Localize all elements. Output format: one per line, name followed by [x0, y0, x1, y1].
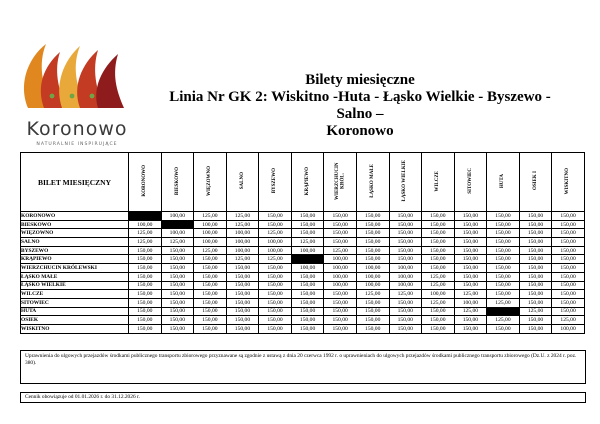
column-header-label: SITOWIEC [467, 168, 473, 194]
price-cell: 150,00 [454, 264, 487, 273]
price-cell: 150,00 [161, 272, 194, 281]
price-cell: 150,00 [259, 281, 292, 290]
price-cell: 100,00 [161, 212, 194, 221]
price-cell: 150,00 [161, 316, 194, 325]
price-cell: 150,00 [259, 264, 292, 273]
price-cell: 100,00 [226, 238, 259, 247]
price-cell: 125,00 [226, 255, 259, 264]
price-cell: 150,00 [487, 212, 520, 221]
price-cell: 150,00 [226, 324, 259, 333]
price-cell: 125,00 [324, 246, 357, 255]
title-line-3: Koronowo [326, 123, 394, 139]
price-cell: 150,00 [356, 246, 389, 255]
price-cell: 125,00 [259, 229, 292, 238]
price-cell: 150,00 [161, 281, 194, 290]
price-cell: 150,00 [324, 307, 357, 316]
price-cell: 150,00 [291, 281, 324, 290]
price-cell: 100,00 [324, 264, 357, 273]
price-cell: 150,00 [356, 212, 389, 221]
price-cell: 150,00 [487, 324, 520, 333]
row-label: HUTA [21, 307, 129, 316]
same-stop-cell [161, 220, 194, 229]
legal-note: Uprawnienia do ulgowych przejazdów środkami publicznego transportu zbiorowego przyznawane są zgodnie z ustawą z dnia 20 czerwca 1992 r. o uprawnieniach do ulgowych przejazdów środkami publicznego transportu zbiorowego (Dz.U. z 2024 r. poz. 380). [20, 350, 586, 384]
price-cell: 150,00 [259, 324, 292, 333]
price-cell: 150,00 [454, 229, 487, 238]
price-cell: 150,00 [194, 307, 227, 316]
row-label: SITOWIEC [21, 298, 129, 307]
price-cell: 150,00 [519, 316, 552, 325]
price-cell: 150,00 [519, 281, 552, 290]
price-cell: 150,00 [454, 212, 487, 221]
price-cell: 150,00 [487, 238, 520, 247]
price-cell: 150,00 [356, 324, 389, 333]
row-label: WILCZE [21, 290, 129, 299]
row-label: KORONOWO [21, 212, 129, 221]
price-cell: 100,00 [356, 272, 389, 281]
price-cell: 150,00 [324, 220, 357, 229]
price-cell: 150,00 [291, 220, 324, 229]
price-cell: 150,00 [454, 220, 487, 229]
price-cell: 100,00 [454, 298, 487, 307]
price-cell: 150,00 [259, 290, 292, 299]
row-label: WIĘZOWNO [21, 229, 129, 238]
price-cell: 100,00 [259, 238, 292, 247]
price-cell: 150,00 [259, 316, 292, 325]
price-cell: 150,00 [552, 272, 585, 281]
price-cell: 100,00 [194, 220, 227, 229]
price-cell: 150,00 [226, 307, 259, 316]
price-cell: 150,00 [487, 264, 520, 273]
price-cell: 150,00 [291, 290, 324, 299]
price-cell: 100,00 [226, 246, 259, 255]
price-cell: 150,00 [552, 255, 585, 264]
table-corner-label: BILET MIESIĘCZNY [21, 153, 129, 212]
price-cell: 150,00 [161, 264, 194, 273]
title-line-2: Linia Nr GK 2: Wiskitno -Huta - Łąsko Wielkie - Byszewo - Salno – [169, 89, 551, 122]
price-cell: 150,00 [194, 290, 227, 299]
price-cell: 150,00 [291, 229, 324, 238]
price-cell: 100,00 [194, 229, 227, 238]
table-row [21, 264, 585, 273]
price-cell: 100,00 [356, 281, 389, 290]
price-cell: 150,00 [519, 272, 552, 281]
price-cell: 150,00 [161, 255, 194, 264]
price-cell: 150,00 [454, 238, 487, 247]
price-cell: 100,00 [226, 229, 259, 238]
logo-flame-icon [14, 38, 140, 116]
price-cell: 125,00 [454, 307, 487, 316]
row-label: BYSZEWO [21, 246, 129, 255]
table-row [21, 238, 585, 247]
price-cell: 125,00 [129, 229, 162, 238]
price-cell: 150,00 [259, 298, 292, 307]
price-cell: 150,00 [356, 229, 389, 238]
column-header [161, 153, 194, 212]
price-cell: 125,00 [552, 316, 585, 325]
price-cell: 150,00 [129, 290, 162, 299]
price-cell: 150,00 [194, 298, 227, 307]
price-cell: 100,00 [194, 238, 227, 247]
column-header-label: WISKITNO [565, 167, 571, 195]
price-cell: 150,00 [389, 220, 422, 229]
table-row [21, 220, 585, 229]
price-cell: 150,00 [487, 281, 520, 290]
price-cell: 150,00 [291, 307, 324, 316]
price-cell: 125,00 [161, 238, 194, 247]
price-cell: 150,00 [552, 212, 585, 221]
price-cell: 125,00 [422, 281, 455, 290]
price-cell: 150,00 [487, 229, 520, 238]
column-header-label: WIERZCHUCIN KRÓL. [334, 162, 346, 200]
table-row [21, 255, 585, 264]
table-row [21, 316, 585, 325]
price-cell: 150,00 [259, 272, 292, 281]
price-cell: 150,00 [519, 212, 552, 221]
price-cell: 150,00 [552, 281, 585, 290]
price-cell: 150,00 [389, 255, 422, 264]
table-row [21, 272, 585, 281]
price-cell: 150,00 [389, 246, 422, 255]
price-cell: 150,00 [356, 238, 389, 247]
price-cell: 125,00 [454, 290, 487, 299]
column-header-label: WILCZE [435, 170, 441, 192]
price-cell: 150,00 [194, 264, 227, 273]
column-header-label: KRĄPIEWO [304, 166, 310, 196]
same-stop-cell [129, 212, 162, 221]
price-cell: 150,00 [291, 298, 324, 307]
price-cell: 150,00 [129, 272, 162, 281]
price-cell: 150,00 [519, 229, 552, 238]
price-cell: 150,00 [487, 290, 520, 299]
price-cell: 150,00 [422, 246, 455, 255]
price-cell: 150,00 [389, 324, 422, 333]
table-row [21, 307, 585, 316]
price-cell: 150,00 [487, 255, 520, 264]
price-cell: 150,00 [324, 290, 357, 299]
price-cell: 100,00 [422, 290, 455, 299]
column-header-label: BIESKOWO [174, 166, 180, 196]
price-cell: 150,00 [389, 298, 422, 307]
price-cell: 100,00 [356, 264, 389, 273]
column-header [356, 153, 389, 212]
column-header [129, 153, 162, 212]
price-cell: 150,00 [519, 255, 552, 264]
price-cell: 150,00 [324, 324, 357, 333]
price-cell: 150,00 [519, 290, 552, 299]
price-cell: 150,00 [552, 290, 585, 299]
price-cell: 150,00 [552, 220, 585, 229]
row-label: BIESKOWO [21, 220, 129, 229]
price-cell: 150,00 [552, 229, 585, 238]
column-header [324, 153, 357, 212]
price-cell: 150,00 [519, 246, 552, 255]
price-cell: 150,00 [324, 238, 357, 247]
validity-note: Cennik obowiązuje od 01.01.2026 r. do 31.12.2026 r. [20, 392, 586, 403]
price-cell: 125,00 [487, 316, 520, 325]
column-header [389, 153, 422, 212]
price-cell: 150,00 [226, 298, 259, 307]
price-cell: 100,00 [161, 229, 194, 238]
price-cell: 150,00 [356, 307, 389, 316]
price-cell: 150,00 [226, 264, 259, 273]
column-header [194, 153, 227, 212]
price-cell: 150,00 [161, 298, 194, 307]
price-cell: 150,00 [161, 246, 194, 255]
price-cell: 150,00 [487, 220, 520, 229]
price-cell: 150,00 [487, 272, 520, 281]
price-cell: 150,00 [389, 316, 422, 325]
price-cell: 150,00 [519, 324, 552, 333]
price-cell: 125,00 [487, 298, 520, 307]
price-cell: 150,00 [519, 298, 552, 307]
price-cell: 150,00 [389, 238, 422, 247]
price-cell: 150,00 [324, 298, 357, 307]
price-cell: 150,00 [552, 238, 585, 247]
price-cell: 150,00 [552, 307, 585, 316]
price-cell: 150,00 [129, 316, 162, 325]
row-label: WISKITNO [21, 324, 129, 333]
table-row [21, 290, 585, 299]
table-row [21, 229, 585, 238]
row-label: KRĄPIEWO [21, 255, 129, 264]
price-cell: 150,00 [291, 272, 324, 281]
price-cell: 150,00 [291, 316, 324, 325]
column-header [259, 153, 292, 212]
price-cell: 150,00 [161, 290, 194, 299]
row-label: SALNO [21, 238, 129, 247]
price-cell: 150,00 [194, 255, 227, 264]
row-label: WIERZCHUCIN KRÓLEWSKI [21, 264, 129, 273]
price-cell: 150,00 [129, 264, 162, 273]
column-header [226, 153, 259, 212]
price-cell: 150,00 [454, 246, 487, 255]
koronowo-logo [14, 38, 140, 148]
price-cell: 100,00 [324, 255, 357, 264]
price-cell: 125,00 [422, 272, 455, 281]
price-cell: 150,00 [519, 264, 552, 273]
table-row [21, 246, 585, 255]
price-cell: 150,00 [324, 212, 357, 221]
column-header [291, 153, 324, 212]
column-header [422, 153, 455, 212]
price-cell: 150,00 [519, 220, 552, 229]
price-cell: 150,00 [194, 272, 227, 281]
column-header-label: SALNO [239, 172, 245, 190]
price-cell: 150,00 [487, 246, 520, 255]
column-header-label: HUTA [500, 173, 506, 189]
price-cell: 150,00 [422, 220, 455, 229]
logo-tagline: NATURALNIE INSPIRUJĄCE [36, 142, 118, 147]
price-cell: 150,00 [324, 229, 357, 238]
price-cell: 150,00 [291, 212, 324, 221]
price-cell: 150,00 [356, 298, 389, 307]
price-cell: 100,00 [291, 264, 324, 273]
price-cell: 150,00 [226, 281, 259, 290]
price-cell: 150,00 [226, 290, 259, 299]
price-cell: 150,00 [194, 316, 227, 325]
price-cell: 150,00 [422, 264, 455, 273]
price-cell: 100,00 [129, 220, 162, 229]
column-header [454, 153, 487, 212]
price-cell: 150,00 [422, 324, 455, 333]
price-cell: 150,00 [389, 229, 422, 238]
same-stop-cell [291, 255, 324, 264]
table-row [21, 281, 585, 290]
price-cell: 150,00 [356, 255, 389, 264]
price-cell: 150,00 [356, 316, 389, 325]
column-header-label: OSIEK I [532, 171, 538, 191]
price-cell: 150,00 [226, 316, 259, 325]
price-cell: 125,00 [226, 212, 259, 221]
price-cell: 150,00 [454, 255, 487, 264]
row-label: ŁĄSKO WIELKIE [21, 281, 129, 290]
price-cell: 125,00 [291, 238, 324, 247]
column-header [487, 153, 520, 212]
column-header-label: BYSZEWO [272, 168, 278, 194]
price-cell: 150,00 [259, 220, 292, 229]
price-cell: 150,00 [389, 307, 422, 316]
price-cell: 150,00 [161, 324, 194, 333]
price-cell: 125,00 [194, 246, 227, 255]
price-cell: 150,00 [552, 246, 585, 255]
row-label: ŁĄSKO MAŁE [21, 272, 129, 281]
price-cell: 150,00 [552, 298, 585, 307]
price-cell: 150,00 [454, 281, 487, 290]
price-cell: 150,00 [194, 324, 227, 333]
price-cell: 150,00 [519, 238, 552, 247]
price-cell: 100,00 [552, 324, 585, 333]
price-cell: 150,00 [129, 246, 162, 255]
price-cell: 100,00 [389, 281, 422, 290]
table-row [21, 298, 585, 307]
table-row [21, 212, 585, 221]
price-cell: 150,00 [194, 281, 227, 290]
price-cell: 150,00 [129, 324, 162, 333]
price-cell: 150,00 [356, 220, 389, 229]
price-cell: 100,00 [389, 264, 422, 273]
price-cell: 150,00 [291, 324, 324, 333]
table-header-row [21, 153, 585, 212]
price-cell: 125,00 [389, 290, 422, 299]
price-cell: 150,00 [161, 307, 194, 316]
page-title [150, 72, 570, 140]
price-cell: 150,00 [259, 212, 292, 221]
price-cell: 150,00 [454, 316, 487, 325]
column-header-label: WIĘZOWNO [207, 165, 213, 196]
price-cell: 150,00 [226, 272, 259, 281]
price-cell: 100,00 [291, 246, 324, 255]
column-header [519, 153, 552, 212]
price-cell: 125,00 [422, 298, 455, 307]
price-cell: 125,00 [194, 212, 227, 221]
price-cell: 125,00 [129, 238, 162, 247]
price-cell: 150,00 [389, 212, 422, 221]
price-cell: 150,00 [422, 238, 455, 247]
column-header-label: KORONOWO [141, 165, 147, 197]
price-table [20, 152, 585, 334]
price-cell: 150,00 [422, 212, 455, 221]
row-label: OSIEK [21, 316, 129, 325]
price-cell: 150,00 [129, 255, 162, 264]
price-cell: 100,00 [259, 246, 292, 255]
table-row [21, 324, 585, 333]
column-header [552, 153, 585, 212]
price-cell: 150,00 [454, 272, 487, 281]
price-cell: 100,00 [324, 281, 357, 290]
price-cell: 150,00 [259, 307, 292, 316]
price-cell: 150,00 [422, 307, 455, 316]
price-cell: 125,00 [226, 220, 259, 229]
price-cell: 125,00 [356, 290, 389, 299]
price-cell: 100,00 [324, 272, 357, 281]
price-cell: 150,00 [129, 298, 162, 307]
price-cell: 150,00 [422, 255, 455, 264]
price-cell: 150,00 [324, 316, 357, 325]
price-cell: 150,00 [422, 229, 455, 238]
price-cell: 150,00 [454, 324, 487, 333]
logo-wordmark: Koronowo [26, 118, 128, 140]
same-stop-cell [487, 307, 520, 316]
price-cell: 150,00 [422, 316, 455, 325]
price-cell: 150,00 [129, 281, 162, 290]
price-cell: 125,00 [259, 255, 292, 264]
price-cell: 150,00 [552, 264, 585, 273]
column-header-label: ŁĄSKO MAŁE [369, 164, 375, 198]
column-header-label: ŁĄSKO WIELKIE [402, 160, 408, 202]
title-line-1: Bilety miesięczne [305, 72, 415, 88]
price-cell: 125,00 [519, 307, 552, 316]
price-cell: 150,00 [129, 307, 162, 316]
price-cell: 100,00 [389, 272, 422, 281]
